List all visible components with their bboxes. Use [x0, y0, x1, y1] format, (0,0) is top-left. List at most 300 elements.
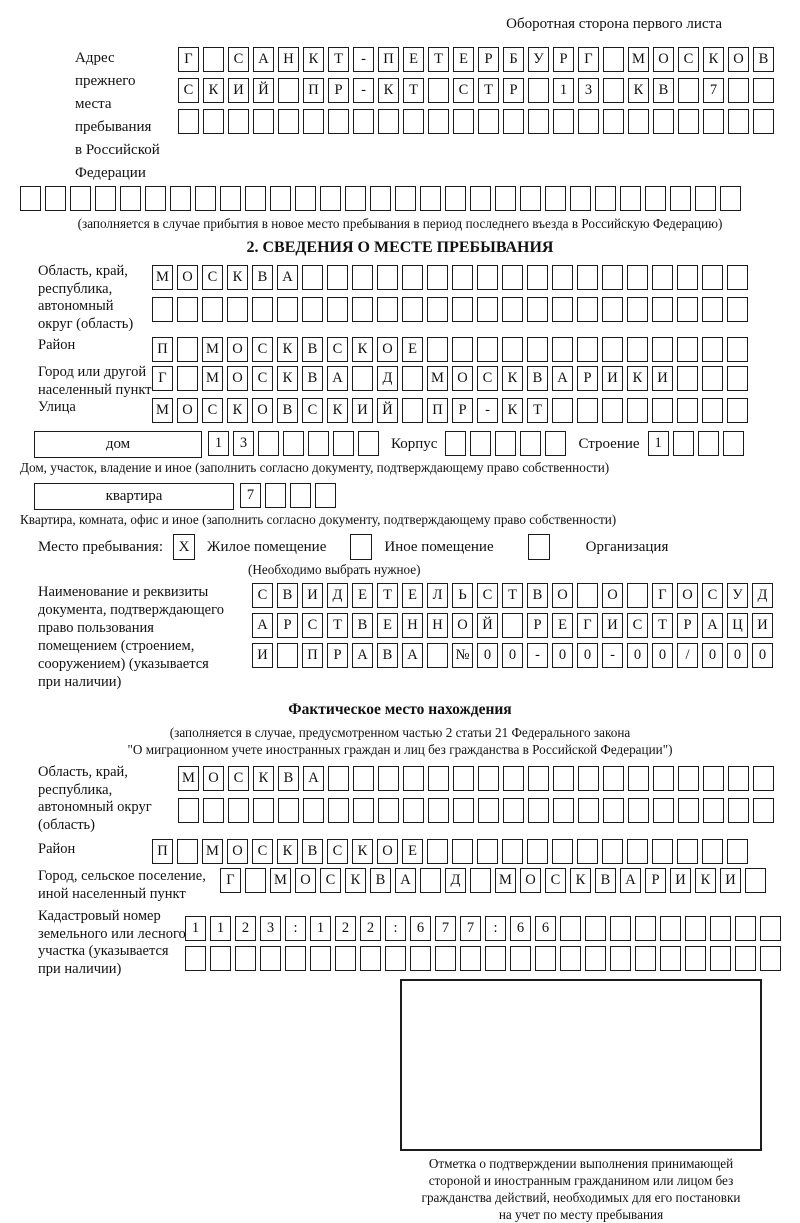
char-box[interactable]: : — [285, 916, 306, 941]
char-box[interactable] — [527, 265, 548, 290]
char-box[interactable] — [310, 946, 331, 971]
char-box[interactable] — [585, 916, 606, 941]
char-box[interactable]: 1 — [185, 916, 206, 941]
char-box[interactable] — [585, 946, 606, 971]
char-box[interactable] — [660, 946, 681, 971]
char-box[interactable] — [560, 916, 581, 941]
char-box[interactable] — [333, 431, 354, 456]
char-box[interactable]: Н — [402, 613, 423, 638]
char-box[interactable] — [710, 916, 731, 941]
char-box[interactable] — [727, 366, 748, 391]
char-box[interactable]: К — [203, 78, 224, 103]
char-box[interactable]: 2 — [335, 916, 356, 941]
kvartira-field-box[interactable]: квартира — [34, 483, 234, 510]
char-box[interactable]: Н — [427, 613, 448, 638]
char-box[interactable]: Г — [577, 613, 598, 638]
char-box[interactable] — [428, 109, 449, 134]
char-box[interactable]: 0 — [652, 643, 673, 668]
char-box[interactable] — [545, 431, 566, 456]
char-box[interactable] — [528, 78, 549, 103]
char-box[interactable]: К — [502, 366, 523, 391]
char-box[interactable] — [470, 431, 491, 456]
char-box[interactable] — [635, 946, 656, 971]
char-box[interactable]: Д — [377, 366, 398, 391]
char-box[interactable] — [402, 297, 423, 322]
char-box[interactable]: Р — [677, 613, 698, 638]
char-box[interactable] — [252, 297, 273, 322]
char-box[interactable]: 0 — [627, 643, 648, 668]
char-box[interactable] — [427, 265, 448, 290]
char-box[interactable]: Т — [428, 47, 449, 72]
char-box[interactable] — [178, 798, 199, 823]
char-box[interactable] — [677, 839, 698, 864]
char-box[interactable] — [358, 431, 379, 456]
char-box[interactable]: Й — [377, 398, 398, 423]
char-box[interactable]: : — [485, 916, 506, 941]
char-box[interactable] — [327, 265, 348, 290]
char-box[interactable] — [627, 398, 648, 423]
char-box[interactable]: И — [670, 868, 691, 893]
char-box[interactable] — [428, 78, 449, 103]
char-box[interactable] — [352, 265, 373, 290]
char-box[interactable] — [645, 186, 666, 211]
char-box[interactable] — [753, 78, 774, 103]
char-box[interactable]: А — [395, 868, 416, 893]
char-box[interactable]: О — [227, 839, 248, 864]
char-box[interactable]: 0 — [502, 643, 523, 668]
char-box[interactable] — [477, 265, 498, 290]
char-box[interactable] — [503, 766, 524, 791]
char-box[interactable] — [403, 109, 424, 134]
char-box[interactable] — [653, 109, 674, 134]
char-box[interactable]: К — [703, 47, 724, 72]
char-box[interactable]: Р — [577, 366, 598, 391]
char-box[interactable]: В — [277, 398, 298, 423]
char-box[interactable] — [702, 265, 723, 290]
char-box[interactable] — [677, 398, 698, 423]
char-box[interactable]: В — [302, 337, 323, 362]
char-box[interactable] — [552, 337, 573, 362]
char-box[interactable]: С — [477, 583, 498, 608]
char-box[interactable]: С — [178, 78, 199, 103]
char-box[interactable]: С — [302, 398, 323, 423]
char-box[interactable]: - — [527, 643, 548, 668]
char-box[interactable] — [527, 337, 548, 362]
char-box[interactable] — [595, 186, 616, 211]
char-box[interactable]: 2 — [235, 916, 256, 941]
char-box[interactable] — [520, 431, 541, 456]
char-box[interactable] — [610, 916, 631, 941]
char-box[interactable] — [627, 297, 648, 322]
char-box[interactable]: 3 — [233, 431, 254, 456]
char-box[interactable] — [427, 297, 448, 322]
char-box[interactable] — [210, 946, 231, 971]
char-box[interactable] — [760, 916, 781, 941]
char-box[interactable]: С — [477, 366, 498, 391]
char-box[interactable]: П — [303, 78, 324, 103]
char-box[interactable]: М — [628, 47, 649, 72]
char-box[interactable]: В — [753, 47, 774, 72]
char-box[interactable] — [177, 839, 198, 864]
char-box[interactable] — [308, 431, 329, 456]
char-box[interactable] — [678, 798, 699, 823]
char-box[interactable] — [315, 483, 336, 508]
char-box[interactable]: Р — [328, 78, 349, 103]
char-box[interactable] — [177, 366, 198, 391]
char-box[interactable] — [178, 109, 199, 134]
char-box[interactable]: С — [702, 583, 723, 608]
char-box[interactable]: Д — [327, 583, 348, 608]
char-box[interactable]: С — [320, 868, 341, 893]
char-box[interactable] — [290, 483, 311, 508]
char-box[interactable] — [328, 798, 349, 823]
char-box[interactable] — [370, 186, 391, 211]
char-box[interactable]: А — [277, 265, 298, 290]
char-box[interactable]: И — [602, 366, 623, 391]
char-box[interactable] — [602, 337, 623, 362]
char-box[interactable] — [203, 109, 224, 134]
char-box[interactable] — [577, 337, 598, 362]
char-box[interactable] — [195, 186, 216, 211]
char-box[interactable] — [428, 766, 449, 791]
char-box[interactable]: О — [452, 613, 473, 638]
char-box[interactable] — [710, 946, 731, 971]
char-box[interactable] — [677, 337, 698, 362]
char-box[interactable] — [560, 946, 581, 971]
char-box[interactable] — [302, 297, 323, 322]
char-box[interactable] — [627, 265, 648, 290]
char-box[interactable]: К — [227, 265, 248, 290]
char-box[interactable] — [395, 186, 416, 211]
char-box[interactable] — [328, 766, 349, 791]
char-box[interactable]: О — [377, 839, 398, 864]
char-box[interactable] — [652, 337, 673, 362]
char-box[interactable] — [578, 798, 599, 823]
char-box[interactable] — [702, 398, 723, 423]
char-box[interactable]: С — [228, 766, 249, 791]
char-box[interactable]: А — [327, 366, 348, 391]
char-box[interactable] — [577, 583, 598, 608]
char-box[interactable]: К — [345, 868, 366, 893]
char-box[interactable]: С — [327, 337, 348, 362]
char-box[interactable] — [702, 297, 723, 322]
char-box[interactable] — [628, 766, 649, 791]
char-box[interactable] — [528, 798, 549, 823]
char-box[interactable] — [478, 109, 499, 134]
char-box[interactable] — [652, 839, 673, 864]
char-box[interactable] — [360, 946, 381, 971]
char-box[interactable]: А — [702, 613, 723, 638]
char-box[interactable] — [735, 916, 756, 941]
char-box[interactable]: - — [353, 47, 374, 72]
char-box[interactable]: В — [278, 766, 299, 791]
char-box[interactable] — [460, 946, 481, 971]
char-box[interactable] — [553, 109, 574, 134]
char-box[interactable] — [552, 265, 573, 290]
char-box[interactable] — [403, 766, 424, 791]
char-box[interactable] — [352, 297, 373, 322]
char-box[interactable] — [285, 946, 306, 971]
char-box[interactable] — [277, 643, 298, 668]
char-box[interactable] — [453, 798, 474, 823]
char-box[interactable]: Р — [645, 868, 666, 893]
char-box[interactable] — [278, 78, 299, 103]
char-box[interactable]: А — [552, 366, 573, 391]
char-box[interactable]: С — [202, 265, 223, 290]
char-box[interactable] — [385, 946, 406, 971]
char-box[interactable] — [427, 643, 448, 668]
char-box[interactable]: Т — [478, 78, 499, 103]
char-box[interactable] — [685, 946, 706, 971]
char-box[interactable] — [545, 186, 566, 211]
char-box[interactable] — [727, 265, 748, 290]
char-box[interactable]: К — [502, 398, 523, 423]
char-box[interactable]: - — [477, 398, 498, 423]
char-box[interactable]: О — [252, 398, 273, 423]
char-box[interactable]: 0 — [477, 643, 498, 668]
char-box[interactable] — [603, 798, 624, 823]
char-box[interactable] — [628, 109, 649, 134]
char-box[interactable]: П — [378, 47, 399, 72]
char-box[interactable]: П — [427, 398, 448, 423]
char-box[interactable] — [502, 297, 523, 322]
char-box[interactable] — [70, 186, 91, 211]
char-box[interactable] — [660, 916, 681, 941]
char-box[interactable]: - — [353, 78, 374, 103]
char-box[interactable] — [452, 337, 473, 362]
char-box[interactable]: / — [677, 643, 698, 668]
char-box[interactable]: М — [495, 868, 516, 893]
char-box[interactable]: Й — [477, 613, 498, 638]
char-box[interactable]: Е — [552, 613, 573, 638]
char-box[interactable]: Е — [453, 47, 474, 72]
char-box[interactable]: С — [545, 868, 566, 893]
char-box[interactable] — [703, 766, 724, 791]
char-box[interactable]: А — [303, 766, 324, 791]
char-box[interactable] — [402, 398, 423, 423]
char-box[interactable]: И — [228, 78, 249, 103]
char-box[interactable] — [627, 583, 648, 608]
char-box[interactable]: Р — [503, 78, 524, 103]
char-box[interactable] — [603, 766, 624, 791]
char-box[interactable]: 1 — [648, 431, 669, 456]
char-box[interactable]: Й — [253, 78, 274, 103]
char-box[interactable]: И — [302, 583, 323, 608]
char-box[interactable]: У — [528, 47, 549, 72]
char-box[interactable]: К — [253, 766, 274, 791]
char-box[interactable] — [652, 297, 673, 322]
char-box[interactable]: О — [677, 583, 698, 608]
char-box[interactable]: Е — [402, 839, 423, 864]
char-box[interactable] — [578, 109, 599, 134]
char-box[interactable]: О — [177, 398, 198, 423]
char-box[interactable]: В — [352, 613, 373, 638]
char-box[interactable]: К — [627, 366, 648, 391]
char-box[interactable]: С — [252, 337, 273, 362]
char-box[interactable]: В — [595, 868, 616, 893]
char-box[interactable]: К — [378, 78, 399, 103]
char-box[interactable] — [353, 109, 374, 134]
char-box[interactable]: А — [253, 47, 274, 72]
char-box[interactable] — [627, 839, 648, 864]
char-box[interactable] — [653, 766, 674, 791]
char-box[interactable]: 0 — [552, 643, 573, 668]
char-box[interactable] — [703, 109, 724, 134]
char-box[interactable] — [485, 946, 506, 971]
char-box[interactable]: У — [727, 583, 748, 608]
char-box[interactable] — [603, 109, 624, 134]
char-box[interactable] — [535, 946, 556, 971]
char-box[interactable]: 3 — [260, 916, 281, 941]
char-box[interactable] — [478, 766, 499, 791]
char-box[interactable]: К — [277, 337, 298, 362]
char-box[interactable]: П — [152, 839, 173, 864]
char-box[interactable] — [727, 297, 748, 322]
char-box[interactable] — [185, 946, 206, 971]
char-box[interactable] — [278, 798, 299, 823]
char-box[interactable] — [203, 798, 224, 823]
char-box[interactable] — [577, 265, 598, 290]
char-box[interactable] — [353, 766, 374, 791]
char-box[interactable]: К — [352, 337, 373, 362]
char-box[interactable]: В — [370, 868, 391, 893]
char-box[interactable] — [552, 839, 573, 864]
char-box[interactable] — [753, 766, 774, 791]
char-box[interactable] — [727, 398, 748, 423]
char-box[interactable] — [477, 297, 498, 322]
char-box[interactable]: В — [302, 366, 323, 391]
char-box[interactable]: Ц — [727, 613, 748, 638]
char-box[interactable]: С — [627, 613, 648, 638]
char-box[interactable] — [728, 78, 749, 103]
char-box[interactable]: К — [570, 868, 591, 893]
char-box[interactable] — [378, 798, 399, 823]
char-box[interactable] — [685, 916, 706, 941]
char-box[interactable] — [477, 337, 498, 362]
char-box[interactable]: 1 — [553, 78, 574, 103]
char-box[interactable] — [353, 798, 374, 823]
char-box[interactable]: О — [653, 47, 674, 72]
char-box[interactable] — [502, 337, 523, 362]
char-box[interactable]: О — [377, 337, 398, 362]
char-box[interactable] — [728, 798, 749, 823]
char-box[interactable] — [578, 766, 599, 791]
char-box[interactable] — [553, 766, 574, 791]
char-box[interactable]: : — [385, 916, 406, 941]
char-box[interactable] — [552, 398, 573, 423]
char-box[interactable]: 7 — [435, 916, 456, 941]
char-box[interactable] — [502, 613, 523, 638]
char-box[interactable]: О — [295, 868, 316, 893]
char-box[interactable] — [470, 868, 491, 893]
char-box[interactable] — [620, 186, 641, 211]
char-box[interactable] — [720, 186, 741, 211]
char-box[interactable] — [728, 109, 749, 134]
char-box[interactable] — [235, 946, 256, 971]
char-box[interactable] — [453, 766, 474, 791]
char-box[interactable]: Т — [328, 47, 349, 72]
char-box[interactable]: В — [527, 583, 548, 608]
char-box[interactable]: О — [227, 337, 248, 362]
char-box[interactable] — [503, 798, 524, 823]
char-box[interactable] — [703, 798, 724, 823]
char-box[interactable]: Р — [452, 398, 473, 423]
char-box[interactable] — [320, 186, 341, 211]
char-box[interactable]: 1 — [310, 916, 331, 941]
inoe-checkbox[interactable] — [350, 534, 372, 560]
char-box[interactable] — [728, 766, 749, 791]
char-box[interactable] — [603, 47, 624, 72]
char-box[interactable] — [245, 868, 266, 893]
char-box[interactable] — [95, 186, 116, 211]
char-box[interactable] — [377, 297, 398, 322]
char-box[interactable] — [452, 265, 473, 290]
char-box[interactable] — [120, 186, 141, 211]
char-box[interactable] — [303, 798, 324, 823]
char-box[interactable]: В — [377, 643, 398, 668]
char-box[interactable]: С — [302, 613, 323, 638]
char-box[interactable]: 1 — [208, 431, 229, 456]
char-box[interactable] — [453, 109, 474, 134]
char-box[interactable] — [258, 431, 279, 456]
char-box[interactable]: С — [252, 366, 273, 391]
char-box[interactable] — [20, 186, 41, 211]
char-box[interactable] — [678, 766, 699, 791]
char-box[interactable]: М — [202, 839, 223, 864]
char-box[interactable]: Е — [402, 337, 423, 362]
char-box[interactable] — [495, 186, 516, 211]
char-box[interactable]: В — [653, 78, 674, 103]
char-box[interactable]: Т — [502, 583, 523, 608]
char-box[interactable] — [527, 839, 548, 864]
char-box[interactable] — [202, 297, 223, 322]
char-box[interactable] — [652, 398, 673, 423]
char-box[interactable]: 2 — [360, 916, 381, 941]
char-box[interactable] — [277, 297, 298, 322]
char-box[interactable] — [445, 186, 466, 211]
char-box[interactable] — [577, 839, 598, 864]
char-box[interactable]: Т — [652, 613, 673, 638]
char-box[interactable] — [452, 839, 473, 864]
char-box[interactable] — [152, 297, 173, 322]
char-box[interactable] — [445, 431, 466, 456]
char-box[interactable] — [227, 297, 248, 322]
char-box[interactable] — [520, 186, 541, 211]
char-box[interactable]: Р — [277, 613, 298, 638]
char-box[interactable] — [265, 483, 286, 508]
char-box[interactable] — [745, 868, 766, 893]
char-box[interactable] — [695, 186, 716, 211]
char-box[interactable]: Н — [278, 47, 299, 72]
char-box[interactable]: М — [202, 337, 223, 362]
char-box[interactable] — [677, 265, 698, 290]
char-box[interactable] — [528, 766, 549, 791]
char-box[interactable]: 7 — [460, 916, 481, 941]
char-box[interactable] — [477, 839, 498, 864]
char-box[interactable]: Г — [178, 47, 199, 72]
char-box[interactable]: Г — [220, 868, 241, 893]
char-box[interactable]: Д — [752, 583, 773, 608]
char-box[interactable] — [727, 839, 748, 864]
char-box[interactable] — [278, 109, 299, 134]
char-box[interactable]: С — [228, 47, 249, 72]
char-box[interactable] — [427, 839, 448, 864]
char-box[interactable] — [220, 186, 241, 211]
char-box[interactable] — [702, 337, 723, 362]
char-box[interactable]: К — [628, 78, 649, 103]
char-box[interactable]: С — [327, 839, 348, 864]
char-box[interactable] — [510, 946, 531, 971]
